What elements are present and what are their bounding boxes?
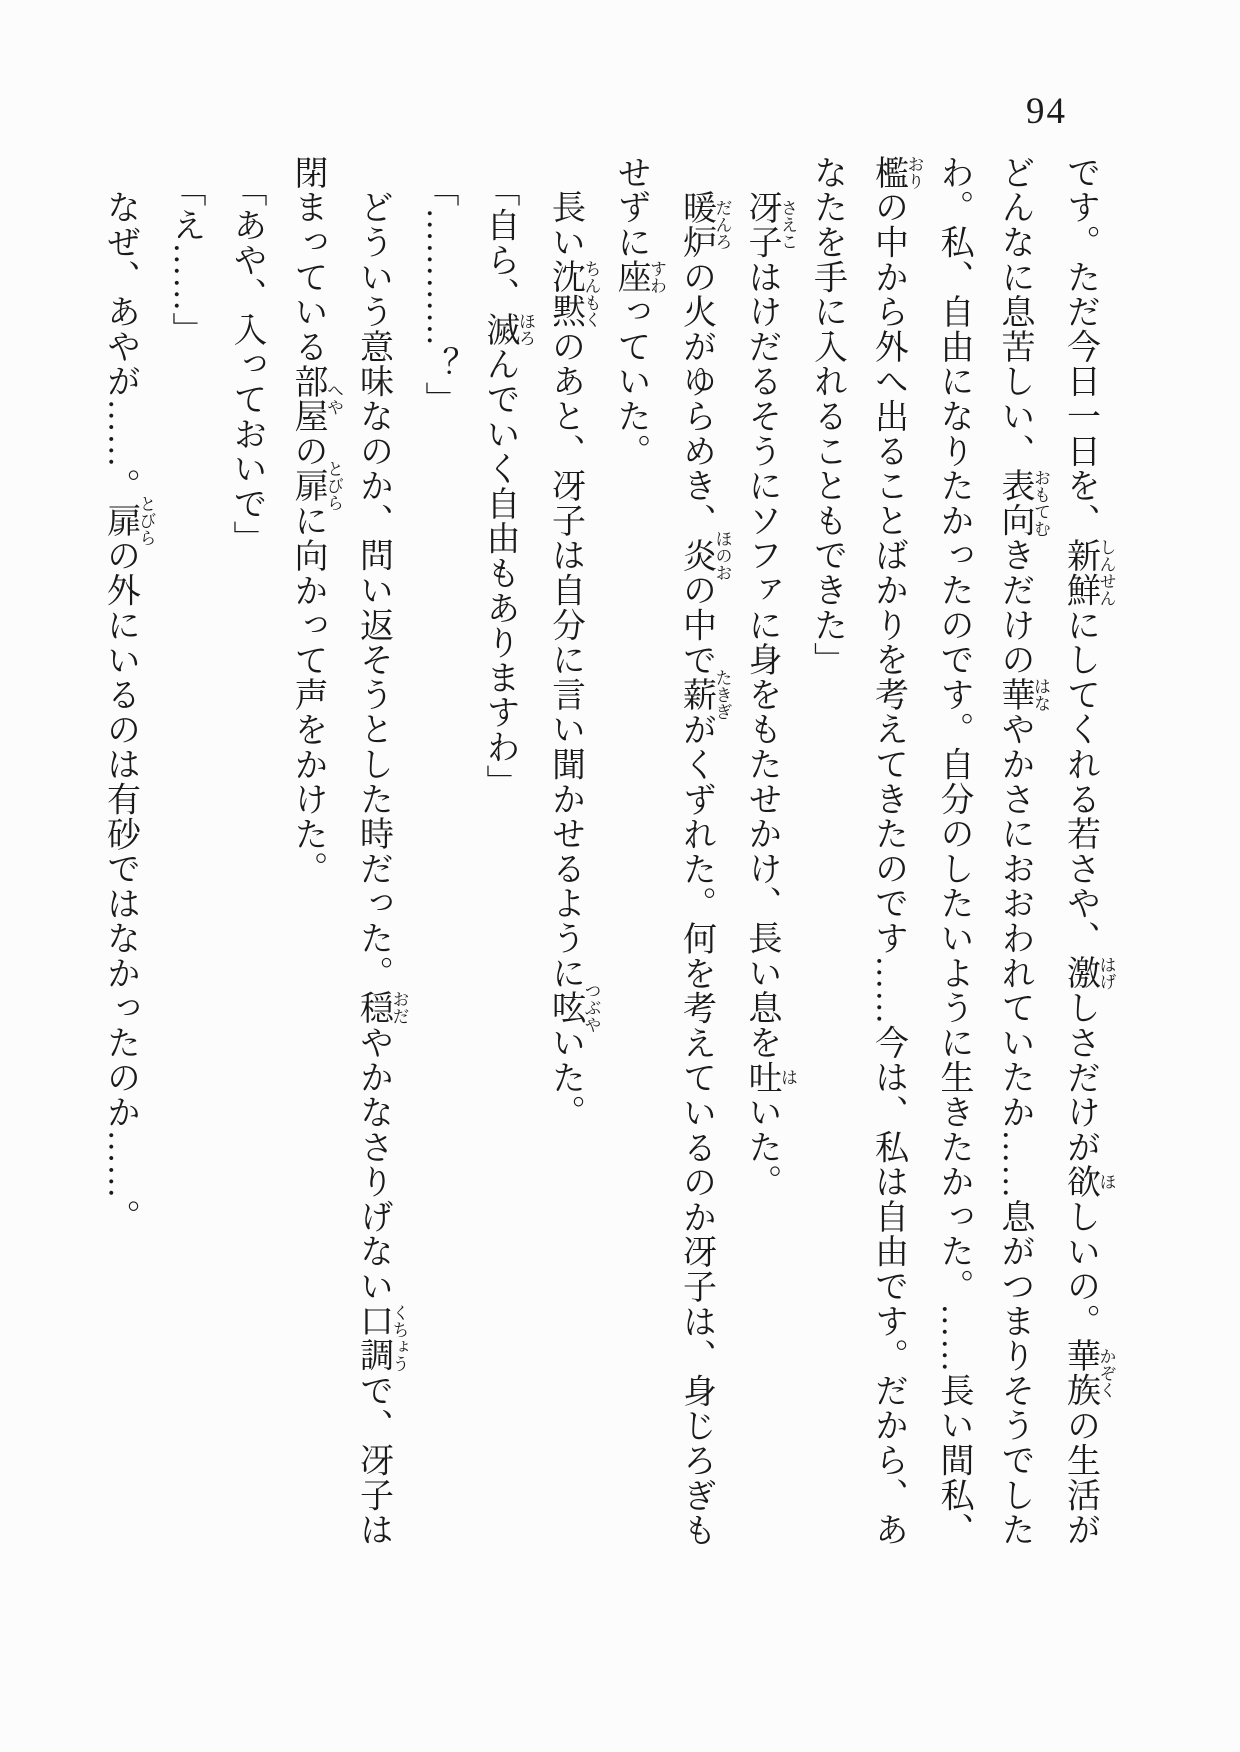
ruby-annotated-word: 檻おり	[869, 155, 924, 190]
text-block	[90, 155, 1116, 1560]
text-line: 長い沈黙ちんもくのあと、冴子は自分に言い聞かせるように呟つぶやいた。	[546, 155, 601, 1130]
ruby-annotated-word: 部屋へや	[289, 363, 343, 434]
furigana: ほろ	[516, 312, 535, 347]
furigana: しんせん	[1096, 537, 1116, 608]
furigana: ほのお	[712, 529, 732, 581]
ruby-annotated-word: 口調くちょう	[354, 1303, 409, 1374]
furigana: ほ	[1096, 1164, 1116, 1200]
ruby-annotated-word: 欲ほ	[1061, 1164, 1116, 1200]
ruby-annotated-word: 座すわ	[612, 259, 666, 295]
furigana: はげ	[1096, 955, 1116, 991]
ruby-annotated-word: 滅ほろ	[481, 312, 535, 347]
ruby-annotated-word: 沈黙ちんもく	[546, 259, 601, 330]
furigana: へや	[324, 363, 343, 434]
text-line: なぜ、あやが……。扉とびらの外にいるのは有砂ではなかったのか……。	[101, 155, 156, 1234]
furigana: は	[778, 1059, 797, 1095]
furigana: すわ	[647, 259, 666, 295]
furigana: だんろ	[712, 189, 732, 260]
ruby-annotated-word: 新鮮しんせん	[1061, 537, 1116, 608]
furigana: おり	[904, 155, 924, 190]
text-line: せずに座すわっていた。	[612, 155, 666, 469]
ruby-annotated-word: 華族かぞく	[1061, 1338, 1116, 1408]
ruby-annotated-word: 扉とびら	[101, 495, 156, 546]
text-line: 「…………？」	[420, 155, 457, 417]
furigana: さえこ	[778, 189, 797, 260]
ruby-annotated-word: 暖炉だんろ	[677, 189, 732, 260]
ruby-annotated-word: 激はげ	[1061, 955, 1116, 991]
furigana: たきぎ	[712, 669, 732, 721]
text-line: 暖炉だんろの火がゆらめき、炎ほのおの中で薪たきぎがくずれた。何を考えているのか冴子は、身じろぎも	[677, 189, 732, 1548]
text-line: どんなに息苦しい、表向おもてむきだけの華はなやかさにおおわれていたか……息がつまりそうでした	[996, 155, 1050, 1548]
text-line: どういう意味なのか、問い返そうとした時だった。穏おだやかなさりげない口調くちょうで、冴子は	[354, 155, 409, 1548]
furigana: ちんもく	[581, 259, 601, 329]
ruby-annotated-word: 冴子さえこ	[743, 189, 797, 260]
furigana: おもてむ	[1031, 468, 1050, 538]
page-number: 94	[1026, 91, 1067, 132]
ruby-annotated-word: 薪たきぎ	[677, 669, 732, 721]
furigana: とびら	[136, 495, 156, 546]
furigana: はな	[1031, 677, 1050, 712]
text-line: です。ただ今日一日を、新鮮しんせんにしてくれる若さや、激はげしさだけが欲ほしいの。華族かぞくの生活が	[1061, 155, 1116, 1548]
text-line: なたを手に入れることもできた」	[808, 155, 846, 677]
ruby-annotated-word: 炎ほのお	[677, 529, 732, 581]
text-line: 「自ら、滅ほろんでいく自由もありますわ」	[481, 155, 535, 800]
ruby-annotated-word: 吐は	[743, 1059, 797, 1095]
furigana: おだ	[389, 990, 409, 1026]
furigana: とびら	[324, 460, 343, 512]
ruby-annotated-word: 扉とびら	[289, 460, 343, 512]
text-line: 閉まっている部屋へやの扉とびらに向かって声をかけた。	[289, 155, 343, 887]
furigana: かぞく	[1096, 1338, 1116, 1408]
ruby-annotated-word: 穏おだ	[354, 990, 409, 1026]
text-line: 冴子さえこはけだるそうにソファに身をもたせかけ、長い息を吐はいた。	[743, 189, 797, 1200]
text-line: 「あや、入っておいで」	[228, 155, 265, 556]
text-line: 檻おりの中から外へ出ることばかりを考えてきたのです……今は、私は自由です。だから、あ	[869, 155, 924, 1548]
text-line: 「え……」	[167, 155, 204, 347]
ruby-annotated-word: 華はな	[996, 677, 1050, 712]
text-line: わ。私、自由になりたかったのです。自分のしたいように生きたかった。……長い間私、	[935, 155, 972, 1547]
furigana: くちょう	[389, 1303, 409, 1374]
furigana: つぶや	[581, 982, 601, 1034]
ruby-annotated-word: 呟つぶや	[546, 982, 601, 1034]
ruby-annotated-word: 表向おもてむ	[996, 468, 1050, 538]
